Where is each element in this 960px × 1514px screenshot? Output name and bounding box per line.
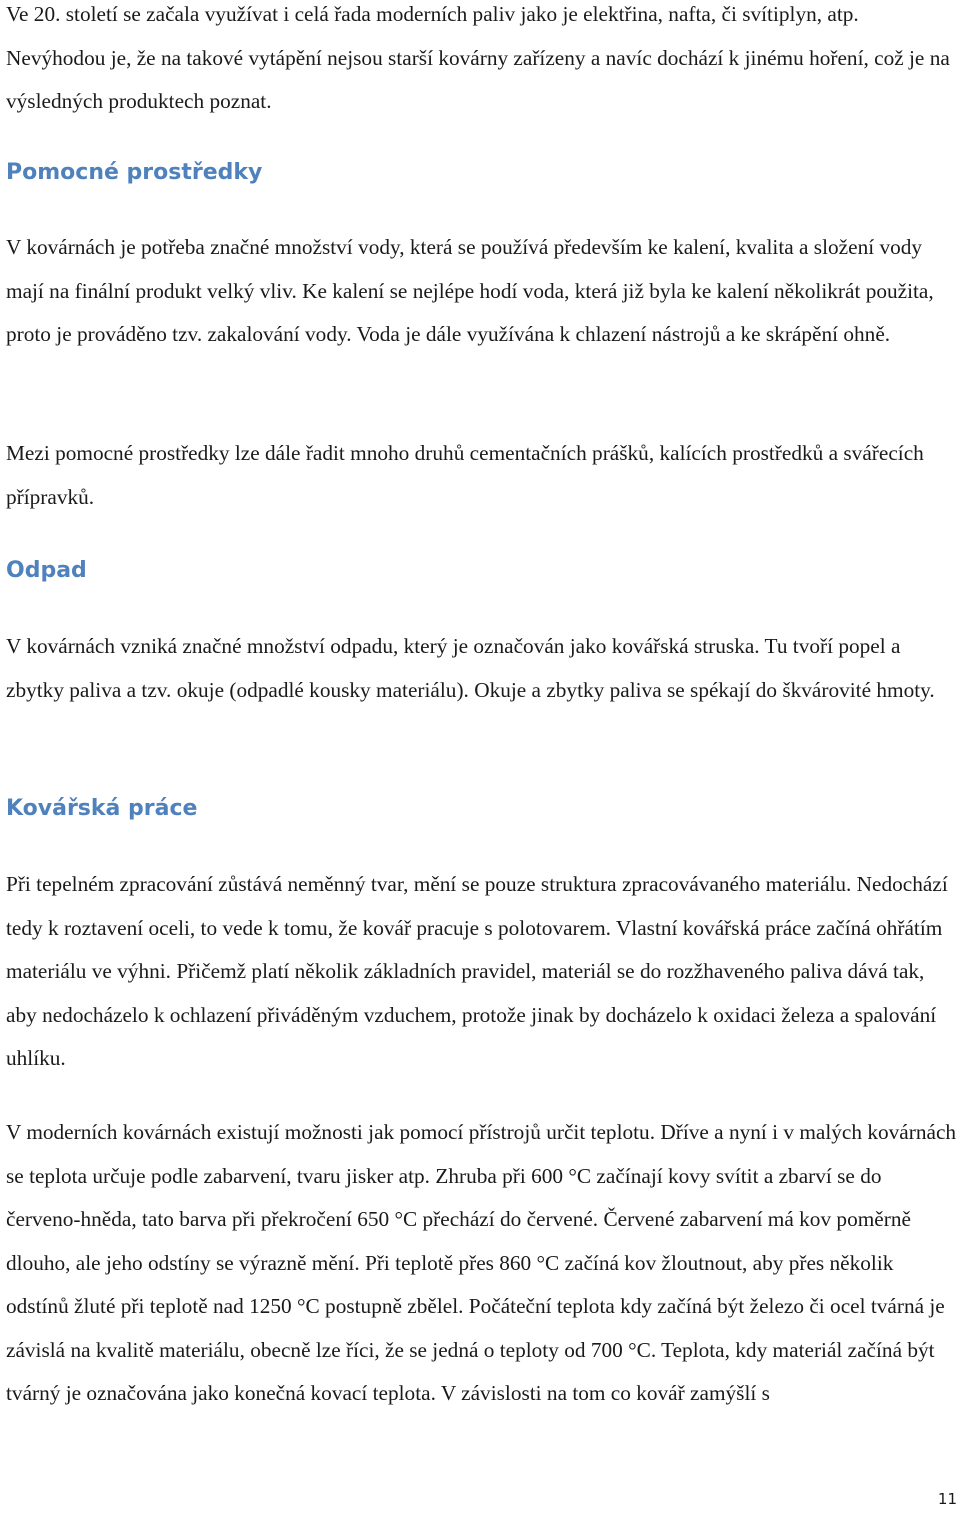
- odpad-paragraph: V kovárnách vzniká značné množství odpadu, který je označován jako kovářská struska. Tu tvoří popel a zbytky paliva a tzv. okuje (odpadlé kousky materiálu). Okuje a zbytky paliva se spékají do škvárovité hmoty.: [6, 634, 935, 702]
- heading-odpad: Odpad: [6, 558, 87, 583]
- prace-paragraph-2: V moderních kovárnách existují možnosti jak pomocí přístrojů určit teplotu. Dříve a nyní i v malých kovárnách se teplota určuje podle zabarvení, tvaru jisker atp. Zhruba při 600 °C začínají kovy svítit a zbarví se do červeno-hněda, tato barva při překročení 650 °C přechází do červené. Červené zabarvení má kov poměrně dlouho, ale jeho odstíny se výrazně mění. Při teplotě přes 860 °C začíná kov žloutnout, aby přes několik odstínů žluté při teplotě nad 1250 °C postupně zbělel. Počáteční teplota kdy začíná být železo či ocel tvárná je závislá na kvalitě materiálu, obecně lze říci, že se jedná o teploty od 700 °C. Teplota, kdy materiál začíná být tvárný je označována jako konečná kovací teplota. V závislosti na tom co kovář zamýšlí s: [6, 1120, 957, 1405]
- intro-paragraph: Ve 20. století se začala využívat i celá řada moderních paliv jako je elektřina, nafta, či svítiplyn, atp. Nevýhodou je, že na takové vytápění nejsou starší kovárny zařízeny a navíc dochází k jinému hoření, což je na výsledných produktech poznat.: [6, 2, 950, 113]
- pomocne-paragraph-2: Mezi pomocné prostředky lze dále řadit mnoho druhů cementačních prášků, kalících prostředků a svářecích přípravků.: [6, 441, 924, 509]
- pomocne-paragraph-1: V kovárnách je potřeba značné množství vody, která se používá především ke kalení, kvalita a složení vody mají na finální produkt velký vliv. Ke kalení se nejlépe hodí voda, která již byla ke kalení několikrát použita, proto je prováděno tzv. zakalování vody. Voda je dále využívána k chlazení nástrojů a ke skrápění ohně.: [6, 235, 934, 346]
- heading-pomocne-prostredky: Pomocné prostředky: [6, 160, 263, 185]
- prace-paragraph-1: Při tepelném zpracování zůstává neměnný tvar, mění se pouze struktura zpracovávaného materiálu. Nedochází tedy k roztavení oceli, to vede k tomu, že kovář pracuje s polotovarem. Vlastní kovářská práce začíná ohřátím materiálu ve výhni. Přičemž platí několik základních pravidel, materiál se do rozžhaveného paliva dává tak, aby nedocházelo k ochlazení přiváděným vzduchem, protože jinak by docházelo k oxidaci železa a spalování uhlíku.: [6, 872, 948, 1070]
- heading-kovarska-prace: Kovářská práce: [6, 796, 198, 821]
- page-number: 11: [937, 1490, 957, 1508]
